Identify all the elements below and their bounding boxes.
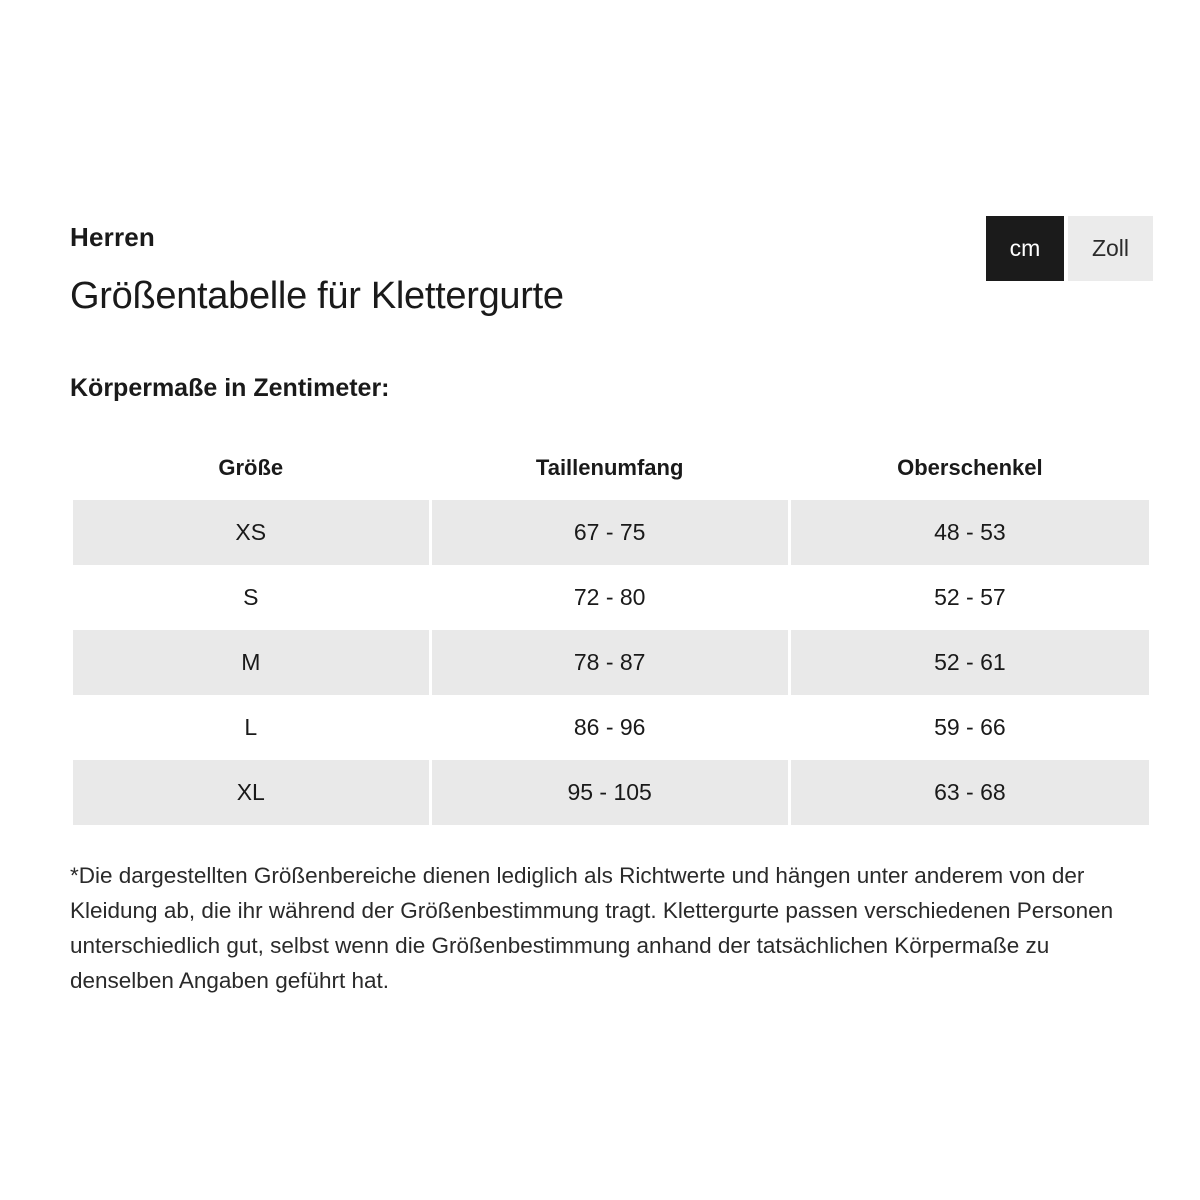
waist-cell: 72 - 80 [573,584,646,610]
column-header-waist: Taillenumfang [535,455,684,480]
thigh-cell: 52 - 61 [791,630,1149,695]
page-title: Größentabelle für Klettergurte [70,275,564,317]
size-cell: M [73,630,429,695]
size-cell: XS [73,500,429,565]
table-row [73,630,1149,695]
size-cell: L [244,714,258,740]
unit-toggle [986,216,1153,281]
waist-cell: 78 - 87 [432,630,788,695]
waist-cell: 95 - 105 [432,760,788,825]
thigh-cell: 59 - 66 [934,714,1006,740]
table-header-row [73,436,1149,500]
size-table [70,436,1152,825]
sizing-footnote: *Die dargestellten Größenbereiche dienen lediglich als Richtwerte und hängen unter anderem von der Kleidung ab, die ihr während der Größenbestimmung tragt. Klettergurte passen verschiedenen Personen unterschiedlich gut, selbst wenn die Größenbestimmung anhand der tatsächlichen Körpermaße zu denselben Angaben geführt hat. [70,863,1114,993]
unit-inch-button[interactable]: Zoll [1068,216,1153,281]
table-row [73,500,1149,565]
waist-cell: 67 - 75 [432,500,788,565]
column-header-size: Größe [218,455,284,480]
category-label: Herren [70,222,156,252]
section-subtitle: Körpermaße in Zentimeter: [70,374,390,402]
thigh-cell: 52 - 57 [934,584,1006,610]
size-cell: XL [73,760,429,825]
table-row [73,695,1149,760]
thigh-cell: 63 - 68 [791,760,1149,825]
size-cell: S [243,584,259,610]
table-row [73,760,1149,825]
waist-cell: 86 - 96 [573,714,646,740]
table-row [73,565,1149,630]
unit-cm-button[interactable]: cm [986,216,1064,281]
thigh-cell: 48 - 53 [791,500,1149,565]
column-header-thigh: Oberschenkel [897,455,1043,480]
